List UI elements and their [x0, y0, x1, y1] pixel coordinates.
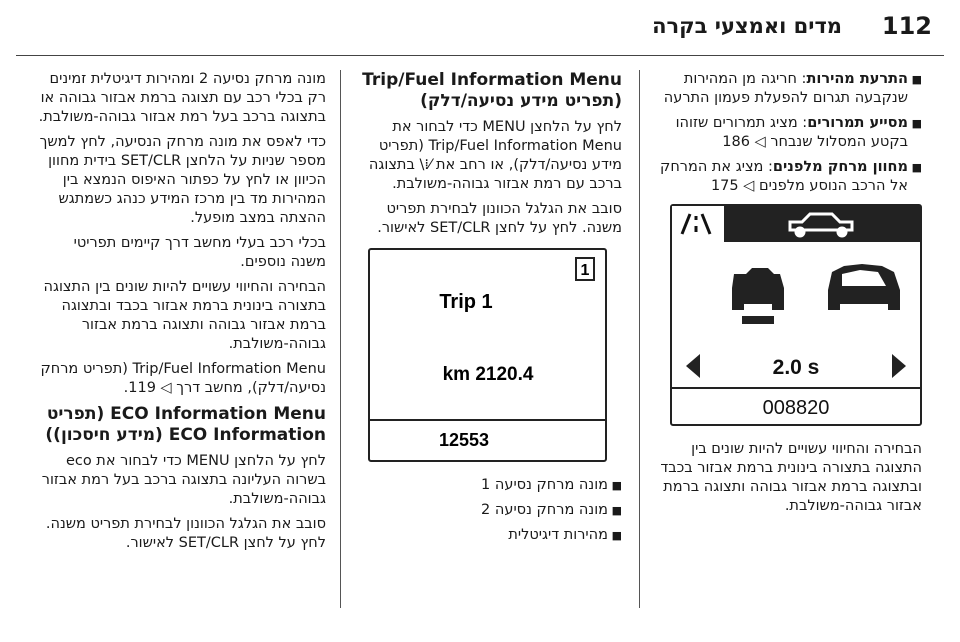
own-car-icon: [828, 264, 900, 310]
following-distance-display: [670, 204, 922, 426]
trip-submenu-list: [352, 476, 622, 545]
column-divider-left: [340, 70, 341, 608]
trip-label: Trip 1: [438, 291, 493, 313]
car-tab-bg: [724, 206, 920, 242]
page-ref-link[interactable]: 175: [710, 178, 739, 194]
trip-menu-intro: לחץ על הלחצן MENU כדי לבחור את Trip/Fuel Information Menu (תפריט מידע נסיעה/דלק), או רחב את ⁄⁞\ בתצוגה ברכב עם רמת אבזור גבוהה-משולבת.: [368, 119, 622, 192]
trip-display: [368, 248, 607, 462]
odometer-value: 008820: [762, 397, 830, 419]
arrow-left-icon[interactable]: [686, 354, 700, 378]
bullet-sign-assist: ■ מסייע תמרורים: מציג תמרורים שזוהו בקטע המסלול שנבחר ◁ 186: [652, 114, 922, 152]
front-car-icon: [732, 268, 784, 324]
page-indicator: 1: [580, 262, 589, 279]
display-note: הבחירה והחיווי עשויים להיות שונים בין התצוגה בתצורה בינונית ברמת אבזור בכבד ובתצוגה ברמת אבזור גבוהה ותצוגה ברמת אבזור גבוהה-משולבת.: [660, 441, 922, 514]
arrow-right-icon[interactable]: [892, 354, 906, 378]
time-gap-value: 2.0 s: [772, 356, 820, 379]
list-item: ■ מונה מרחק נסיעה 2: [352, 501, 622, 520]
trip-value: 2120.4 km: [442, 364, 533, 385]
page-header: [0, 0, 960, 58]
right-column: [652, 70, 922, 522]
total-distance: 12553: [438, 430, 489, 450]
eco-menu-title: ECO Information Menu (תפריט ECO Information (מידע חיסכון)): [45, 404, 326, 445]
left-column: [38, 70, 326, 559]
paragraph: בכלי רכב בעלי מחשב דרך קיימים תפריטי משנה נוספים.: [73, 235, 326, 270]
display-graphic: [672, 206, 920, 424]
paragraph: סובב את הגלגל הכוונון לבחירת תפריט משנה. לחץ על לחצן SET/CLR לאישור.: [45, 516, 326, 551]
paragraph: כדי לאפס את מונה מרחק הנסיעה, לחץ למשך מספר שניות על הלחצן SET/CLR בידית מחוון הכיוון או לחץ על כפתור האיפוס הנמצא בין המהירות מד בין מרכז המידע כנהג כשמתגש ההצתה במצב מופעל.: [39, 134, 326, 226]
bullet-speed-warning: ■ התרעת מהירות: חריגה מן המהירות שנקבעה תגרום להפעלת פעמון התרעה: [652, 70, 922, 108]
list-item: ■ מהירות דיגיטלית: [352, 526, 622, 545]
middle-column: [352, 70, 622, 551]
paragraph: Trip/Fuel Information Menu (תפריט מרחק נסיעה/דלק), מחשב דרך ◁ 119.: [40, 361, 326, 396]
page-ref-arrow-icon: ◁: [738, 178, 755, 194]
paragraph: הבחירה והחיווי עשויים להיות שונים בין התצוגה בתצורה בינונית ברמת אבזור בכבד ובתצוגה ברמת אבזור גבוהה ותצוגה ברמת אבזור גבוהה-משולבת.: [43, 279, 326, 352]
paragraph: מונה מרחק נסיעה 2 ומהירות דיגיטלית זמינים רק בכלי רכב עם תצוגה ברמת אבזור גבוהה או בתצוגה ברכב בעל רמת אבזור גבוהה-משולבת.: [38, 71, 326, 125]
bullet-following-distance: ■ מחוון מרחק מלפנים: מציג את המרחק אל הרכב הנוסע מלפנים ◁ 175: [652, 158, 922, 196]
trip-menu-turn: סובב את הגלגל הכוונון לבחירת תפריט משנה. לחץ על לחצן SET/CLR לאישור.: [377, 201, 622, 236]
list-item: ■ מונה מרחק נסיעה 1: [352, 476, 622, 495]
trip-display-graphic: [370, 250, 605, 460]
header-rule: [16, 55, 944, 56]
paragraph: לחץ על הלחצן MENU כדי לבחור את eco בשרוה העליונה בתצוגה ברכב בעל רמת אבזור גבוהה-משולבת.: [41, 453, 326, 507]
column-divider-right: [639, 70, 640, 608]
feature-list: [652, 70, 922, 196]
page-ref-arrow-icon: ◁: [749, 134, 766, 150]
page-number: 112: [881, 12, 932, 40]
page-title: מדים ואמצעי בקרה: [652, 14, 842, 38]
page-ref-link[interactable]: 186: [722, 134, 750, 150]
trip-menu-title: Trip/Fuel Information Menu (תפריט מידע נסיעה/דלק): [362, 70, 622, 111]
